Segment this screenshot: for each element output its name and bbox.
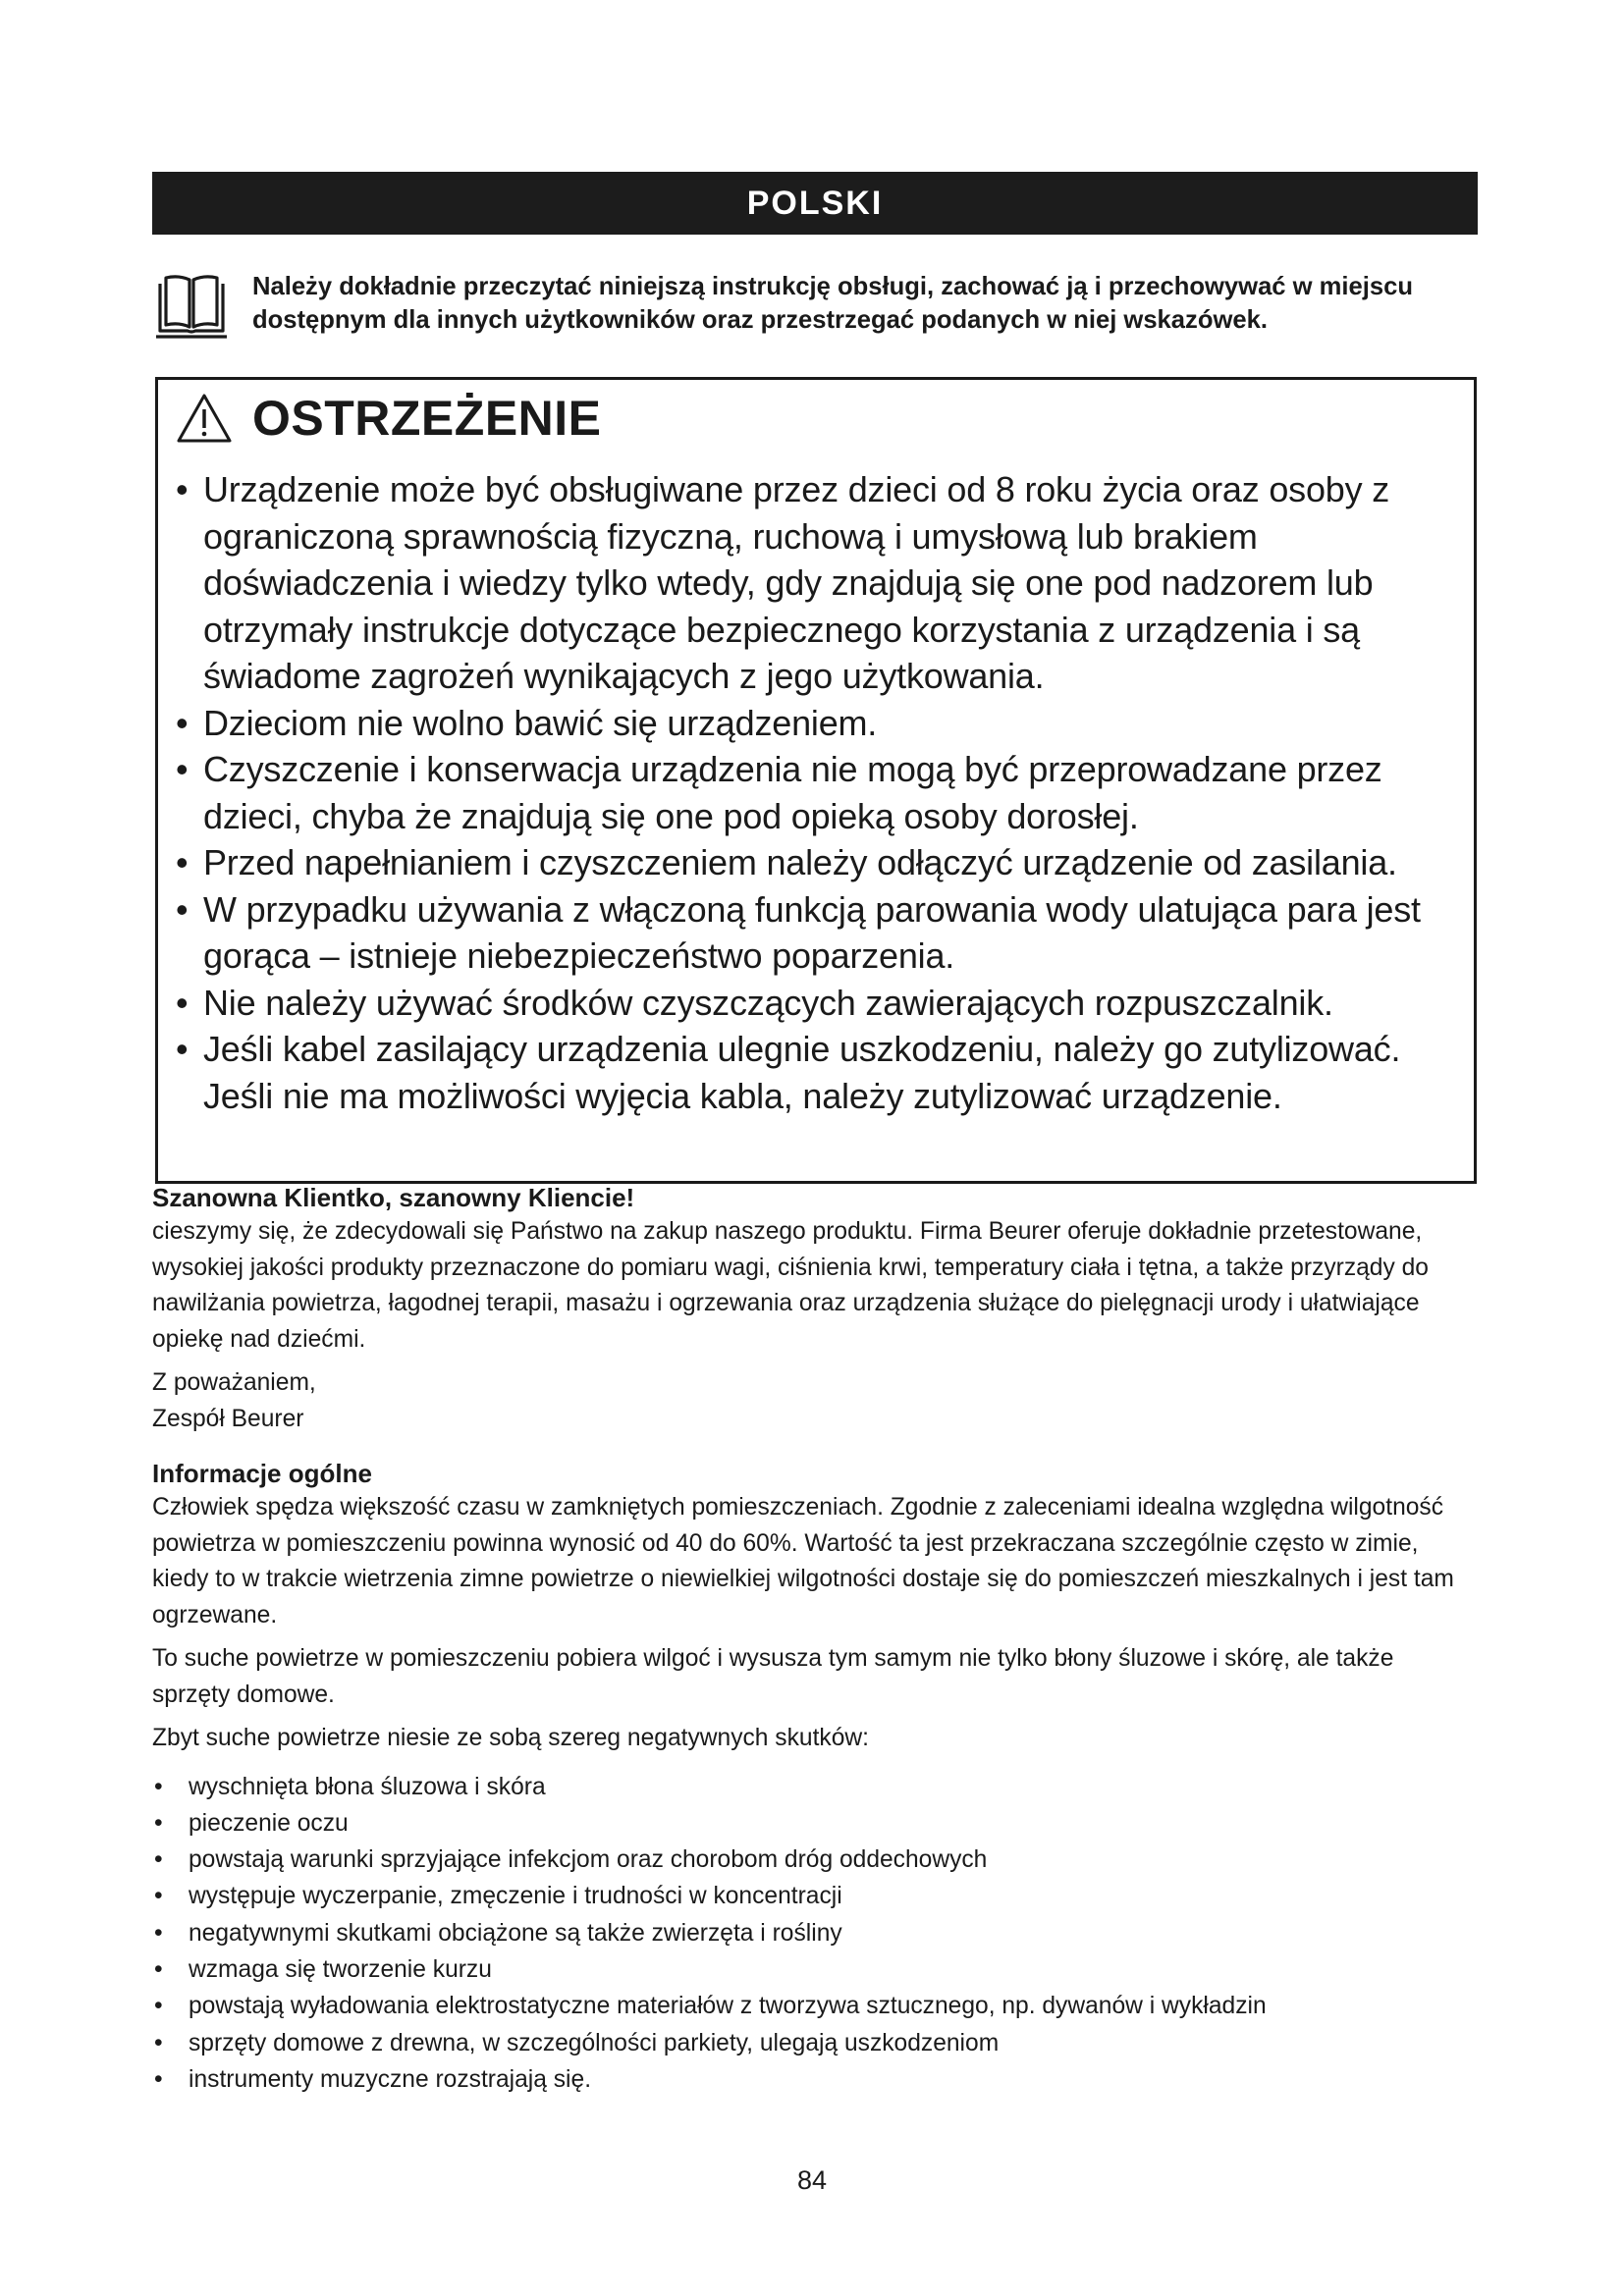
list-item: • instrumenty muzyczne rozstrajają się. bbox=[152, 2061, 1478, 2098]
greeting-text: cieszymy się, że zdecydowali się Państwo na zakup naszego produktu. Firma Beurer oferuje dokładnie przetestowane, wysokiej jakości produkty przeznaczone do pomiaru wagi, ciśnienia krwi, temperatury ciała i tętna, a także przyrządy do nawilżania powietrza, łagodnej terapii, masażu i ogrzewania oraz urządzenia służące do pielęgnacji urody i ułatwiające opiekę nad dziećmi. bbox=[152, 1218, 1429, 1353]
list-item: • sprzęty domowe z drewna, w szczególności parkiety, ulegają uszkodzeniom bbox=[152, 2025, 1478, 2061]
bullet: • bbox=[154, 1883, 163, 1910]
bullet: • bbox=[176, 842, 189, 882]
bullet: • bbox=[154, 2029, 163, 2056]
page-number: 84 bbox=[796, 2165, 828, 2195]
greeting-title: Szanowna Klientko, szanowny Kliencie! bbox=[152, 1183, 635, 1212]
warning-item: • Nie należy używać środków czyszczących zawierających rozpuszczalnik. bbox=[174, 980, 1460, 1027]
bullet: • bbox=[154, 2065, 163, 2093]
general-info-title: Informacje ogólne bbox=[152, 1459, 372, 1488]
general-info-para: To suche powietrze w pomieszczeniu pobiera wilgoć i wysusza tym samym nie tylko błony śluzowe i skórę, ale także sprzęty domowe. bbox=[152, 1645, 1394, 1708]
language-header-bar bbox=[152, 172, 1478, 235]
warning-header bbox=[176, 390, 602, 447]
bullet: • bbox=[154, 1773, 163, 1800]
warning-item: • W przypadku używania z włączoną funkcją parowania wody ulatująca para jest gorąca – istnieje niebezpieczeństwo poparzenia. bbox=[174, 886, 1460, 980]
body-content bbox=[152, 1181, 1478, 2098]
intro-text: Należy dokładnie przeczytać niniejszą instrukcję obsługi, zachować ją i przechowywać w miejscu dostępnym dla innych użytkowników oraz przestrzegać podanych w niej wskazówek. bbox=[252, 273, 1413, 334]
general-info-para: Człowiek spędza większość czasu w zamkniętych pomieszczeniach. Zgodnie z zaleceniami idealna względna wilgotność powietrza w pomieszczeniu powinna wynosić od 40 do 60%. Wartość ta jest przekraczana szczególnie często w zimie, kiedy to w trakcie wietrzenia zimne powietrze o niewielkiej wilgotności dostaje się do pomieszczeń mieszkalnych i jest tam ogrzewane. bbox=[152, 1494, 1454, 1629]
language-title: POLSKI bbox=[746, 184, 884, 222]
list-item: • powstają wyładowania elektrostatyczne materiałów z tworzywa sztucznego, np. dywanów i wykładzin bbox=[152, 1988, 1478, 2024]
bullet: • bbox=[176, 469, 189, 509]
list-item: • negatywnymi skutkami obciążone są także zwierzęta i rośliny bbox=[152, 1915, 1478, 1951]
warning-box bbox=[155, 377, 1477, 1184]
negative-effects-list bbox=[152, 1769, 1478, 2099]
warning-item: • Dzieciom nie wolno bawić się urządzeniem. bbox=[174, 700, 1460, 747]
warning-item: • Czyszczenie i konserwacja urządzenia nie mogą być przeprowadzane przez dzieci, chyba że znajdują się one pod opieką osoby dorosłej. bbox=[174, 746, 1460, 839]
bullet: • bbox=[176, 749, 189, 789]
bullet: • bbox=[154, 1993, 163, 2020]
list-item: • występuje wyczerpanie, zmęczenie i trudności w koncentracji bbox=[152, 1878, 1478, 1914]
bullet: • bbox=[176, 888, 189, 930]
bullet: • bbox=[154, 1809, 163, 1837]
list-item: • wzmaga się tworzenie kurzu bbox=[152, 1951, 1478, 1988]
sign-off: Z poważaniem, bbox=[152, 1369, 316, 1396]
warning-item: • Przed napełnianiem i czyszczeniem należy odłączyć urządzenie od zasilania. bbox=[174, 839, 1460, 886]
bullet: • bbox=[154, 1919, 163, 1947]
list-item: • powstają warunki sprzyjające infekcjom oraz chorobom dróg oddechowych bbox=[152, 1842, 1478, 1878]
warning-item: • Urządzenie może być obsługiwane przez dzieci od 8 roku życia oraz osoby z ograniczoną sprawnością fizyczną, ruchową i umysłową lub brakiem doświadczenia i wiedzy tylko wtedy, gdy znajdują się one pod nadzorem lub otrzymały instrukcje dotyczące bezpiecznego korzystania z urządzenia i są świadome zagrożeń wynikających z jego użytkowania. bbox=[174, 466, 1460, 700]
warning-title: OSTRZEŻENIE bbox=[252, 391, 602, 446]
bullet: • bbox=[176, 1029, 189, 1069]
list-item: • pieczenie oczu bbox=[152, 1805, 1478, 1842]
warning-triangle-icon bbox=[176, 393, 233, 444]
bullet: • bbox=[176, 702, 189, 743]
read-instructions-notice bbox=[152, 270, 1478, 343]
book-icon bbox=[152, 272, 231, 343]
general-info-para: Zbyt suche powietrze niesie ze sobą szereg negatywnych skutków: bbox=[152, 1725, 869, 1751]
bullet: • bbox=[154, 1955, 163, 1983]
list-item: • wyschnięta błona śluzowa i skóra bbox=[152, 1769, 1478, 1805]
warning-item: • Jeśli kabel zasilający urządzenia ulegnie uszkodzeniu, należy go zutylizować. Jeśli nie ma możliwości wyjęcia kabla, należy zutylizować urządzenie. bbox=[174, 1026, 1460, 1119]
signature: Zespół Beurer bbox=[152, 1405, 304, 1432]
bullet: • bbox=[176, 982, 189, 1023]
warning-list bbox=[174, 466, 1460, 1119]
bullet: • bbox=[154, 1846, 163, 1874]
